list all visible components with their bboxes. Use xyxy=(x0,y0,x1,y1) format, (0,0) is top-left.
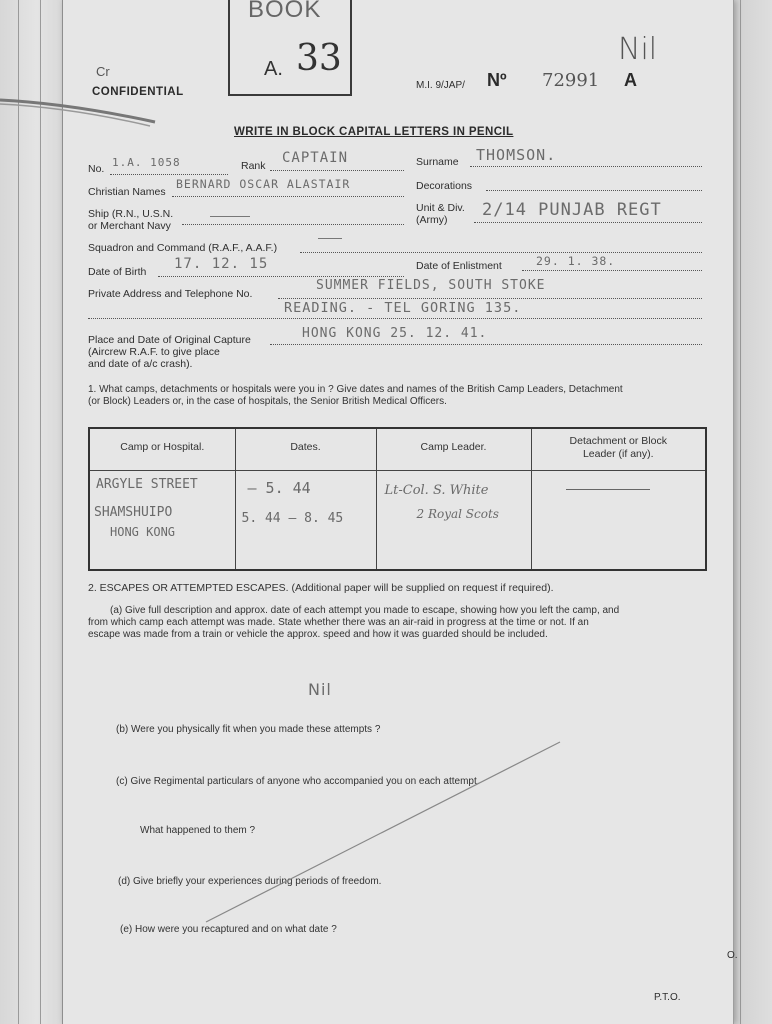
leader-2: 2 Royal Scots xyxy=(416,506,499,521)
serial-number: 72991 xyxy=(542,70,600,91)
address-label: Private Address and Telephone No. xyxy=(88,288,253,300)
form-reference: M.I. 9/JAP/ xyxy=(416,80,465,91)
pto-label: P.T.O. xyxy=(654,992,681,1003)
header-camp: Camp or Hospital. xyxy=(89,428,235,470)
squadron-label: Squadron and Command (R.A.F., A.A.F.) xyxy=(88,242,278,254)
question-2c-followup: What happened to them ? xyxy=(140,825,256,836)
header-detachment-leader: Detachment or Block Leader (if any). xyxy=(531,428,706,470)
dates-2: 5. 44 – 8. 45 xyxy=(241,510,344,526)
enlistment-label: Date of Enlistment xyxy=(416,260,502,272)
question-2b: (b) Were you physically fit when you made these attempts ? xyxy=(116,724,381,735)
camp-cell xyxy=(89,470,235,570)
page-edge xyxy=(740,0,741,1024)
stamp-book-text: BOOK xyxy=(248,0,322,23)
no-label: No. xyxy=(88,163,105,175)
dob-label: Date of Birth xyxy=(88,266,147,278)
capture-label: Place and Date of Original Capture (Aircrew R.A.F. to give place and date of a/c crash). xyxy=(88,334,251,370)
nil-annotation: Nil xyxy=(618,32,658,67)
address-line-2: READING. - TEL GORING 135. xyxy=(284,300,522,316)
book-stamp xyxy=(228,0,352,96)
question-2d: (d) Give briefly your experiences during periods of freedom. xyxy=(118,876,382,887)
detachment-cell xyxy=(531,470,706,570)
question-2-heading: 2. ESCAPES OR ATTEMPTED ESCAPES. (Additional paper will be supplied on request if required). xyxy=(88,582,554,594)
header-dates: Dates. xyxy=(235,428,376,470)
o-mark: O. xyxy=(727,950,738,961)
leader-1: Lt-Col. S. White xyxy=(384,482,489,498)
no-value: 1.A. 1058 xyxy=(112,156,181,169)
binding-string xyxy=(0,92,160,132)
cr-mark: Cr xyxy=(96,64,110,79)
christian-names-label: Christian Names xyxy=(88,186,166,198)
header-camp-leader: Camp Leader. xyxy=(376,428,531,470)
camp-name-1: ARGYLE STREET xyxy=(96,476,198,492)
decorations-label: Decorations xyxy=(416,180,473,192)
camp-name-3: HONG KONG xyxy=(110,524,176,539)
ship-label: Ship (R.N., U.S.N. or Merchant Navy xyxy=(88,208,174,232)
stamp-number: 33 xyxy=(296,38,342,79)
surname-label: Surname xyxy=(416,156,459,168)
question-2a-line-1: (a) Give full description and approx. date of each attempt you made to escape, showing how you left the camp, and xyxy=(110,605,620,616)
dates-1: — 5. 44 xyxy=(247,478,311,497)
instruction-heading: WRITE IN BLOCK CAPITAL LETTERS IN PENCIL xyxy=(234,126,514,138)
leader-cell xyxy=(376,470,531,570)
nil-dash xyxy=(566,489,650,490)
capture-value: HONG KONG 25. 12. 41. xyxy=(302,326,488,341)
enlistment-value: 29. 1. 38. xyxy=(536,254,616,268)
rank-value: CAPTAIN xyxy=(282,150,349,166)
dob-value: 17. 12. 15 xyxy=(174,256,269,272)
address-line-1: SUMMER FIELDS, SOUTH STOKE xyxy=(316,278,546,293)
stamp-letter: A. xyxy=(264,58,283,80)
camps-table xyxy=(88,427,707,571)
page-edge xyxy=(18,0,19,1024)
confidential-label: CONFIDENTIAL xyxy=(92,86,184,98)
rank-label: Rank xyxy=(241,160,266,172)
question-2a-line-2: from which camp each attempt was made. State whether there was an air-raid in progress at the time or not. If an xyxy=(88,617,589,628)
question-2a-line-3: escape was made from a train or vehicle the approx. speed and how it was guarded should be included. xyxy=(88,629,548,640)
question-1-line-2: (or Block) Leaders or, in the case of hospitals, the Senior British Medical Officers. xyxy=(88,396,447,407)
question-2c: (c) Give Regimental particulars of anyone who accompanied you on each attempt. xyxy=(116,776,480,787)
page-edge xyxy=(40,0,41,1024)
question-1-line-1: 1. What camps, detachments or hospitals were you in ? Give dates and names of the British Camp Leaders, Detachment xyxy=(88,384,623,395)
dates-cell xyxy=(235,470,376,570)
number-label: Nº xyxy=(487,70,507,90)
serial-suffix: A xyxy=(624,70,637,90)
unit-value: 2/14 PUNJAB REGT xyxy=(482,200,662,220)
camp-name-2: SHAMSHUIPO xyxy=(94,504,173,520)
unit-label: Unit & Div. (Army) xyxy=(416,202,465,226)
strike-through-line xyxy=(200,738,570,928)
nil-answer: Nil xyxy=(308,680,332,699)
question-2e: (e) How were you recaptured and on what date ? xyxy=(120,924,337,935)
christian-names-value: BERNARD OSCAR ALASTAIR xyxy=(176,177,351,191)
surname-value: THOMSON. xyxy=(476,146,557,164)
